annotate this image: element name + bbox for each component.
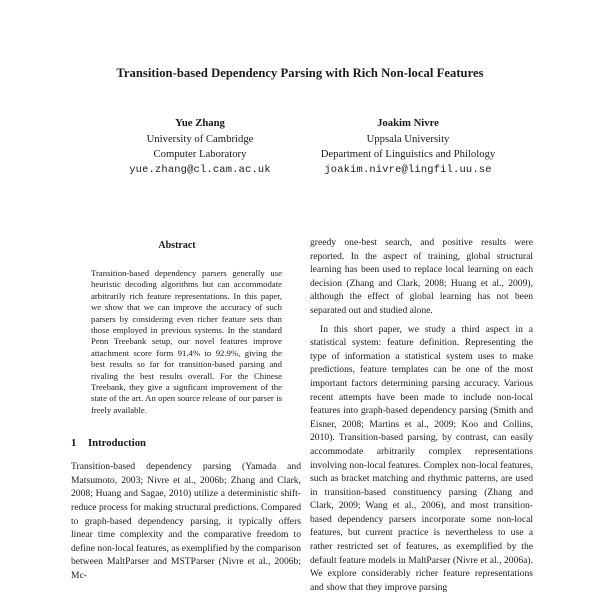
left-column (71, 240, 301, 583)
section-number: 1 (71, 437, 77, 450)
author-affiliation: University of Cambridge (146, 132, 254, 145)
author-email: yue.zhang@cl.cam.ac.uk (129, 163, 271, 176)
body-paragraph: In this short paper, we study a third aspect in a statistical system: feature definition. Representing the type of information a statistical system uses to make predictions, feature templates can be one of the most important factors determining parsing accuracy. Various recent attempts have been made to include non-local features into graph-based dependency parsing (Smith and Eisner, 2008; Martins et al., 2009; Koo and Collins, 2010). Transition-based parsing, by contrast, can easily accommodate arbitrarily complex representations involving non-local features. Complex non-local features, such as bracket matching and rhythmic patterns, are used in transition-based constituency parsing (Zhang and Clark, 2009; Wang et al., 2006), and most transition-based dependency parsers incorporate some non-local features, but current practice is nevertheless to use a rather restricted set of features, as exemplified by the default feature models in MaltParser (Nivre et al., 2006a). We explore considerably richer feature representations and show that they improve parsing (310, 323, 533, 593)
section-heading-introduction (71, 437, 301, 449)
author-department: Computer Laboratory (153, 148, 247, 161)
introduction-paragraph: Transition-based dependency parsing (Yamada and Matsumoto, 2003; Nivre et al., 2006b; Zhang and Clark, 2008; Huang and Sagae, 2010) utilize a deterministic shift-reduce process for making structural predictions. Compared to graph-based dependency parsing, it typically offers linear time complexity and the comparative freedom to define non-local features, as exemplified by the comparison between MaltParser and MSTParser (Nivre et al., 2006b; Mc- (71, 461, 301, 582)
author-email: joakim.nivre@lingfil.uu.se (324, 163, 492, 176)
right-column (310, 236, 533, 594)
author-department: Department of Linguistics and Philology (320, 148, 496, 161)
author-block-2 (278, 116, 538, 178)
section-title: Introduction (88, 437, 147, 450)
paper-title: Transition-based Dependency Parsing with Rich Non-local Features (116, 66, 484, 80)
body-paragraph-continued: greedy one-best search, and positive results were reported. In the aspect of training, global structural learning has been used to replace local learning on each decision (Zhang and Clark, 2008; Huang et al., 2009), although the effect of global learning has not been separated out and studied alone. (310, 237, 533, 316)
author-name: Joakim Nivre (377, 117, 439, 129)
author-name: Yue Zhang (175, 117, 225, 129)
abstract-text: Transition-based dependency parsers generally use heuristic decoding algorithms but can accommodate arbitrarily rich feature representations. In this paper, we show that we can improve the accuracy of such parsers by considering even richer feature sets than those employed in previous systems. In the standard Penn Treebank setup, our novel features improve attachment score form 91.4% to 92.9%, giving the best results so far for transition-based parsing and rivaling the best results overall. For the Chinese Treebank, they give a signficant improvement of the state of the art. An open source release of our parser is freely available. (91, 268, 282, 415)
abstract-heading: Abstract (158, 240, 196, 251)
author-affiliation: Uppsala University (366, 132, 450, 145)
